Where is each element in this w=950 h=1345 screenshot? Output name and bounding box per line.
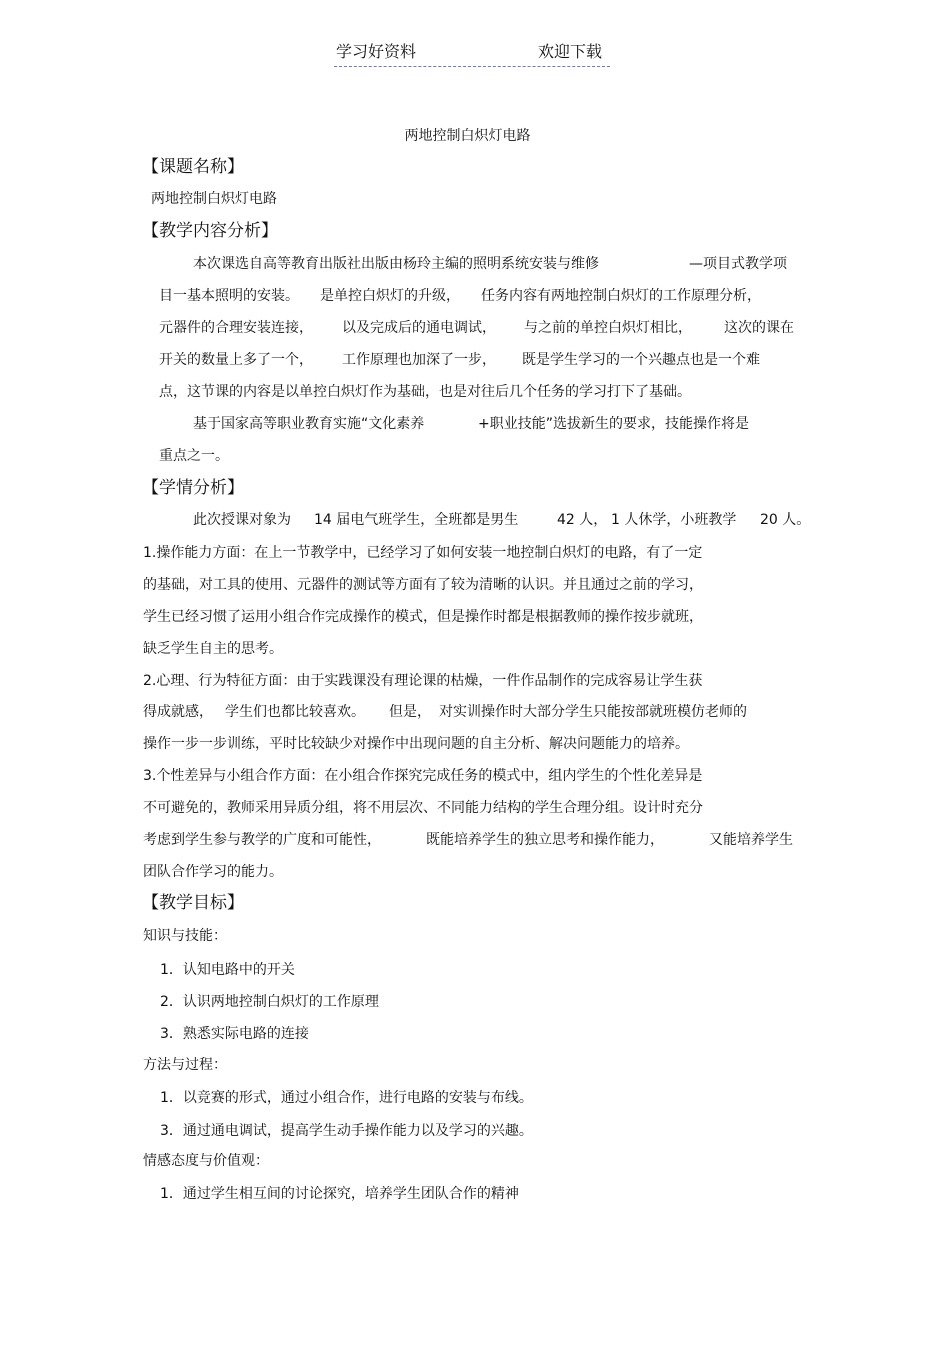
section-heading-objectives: 【教学目标】 — [142, 893, 244, 913]
list-item: 2．认识两地控制白炽灯的工作原理 — [160, 994, 379, 1010]
text-segment: 这次的课在 — [724, 320, 794, 336]
text-segment: 20 人。 — [760, 512, 811, 528]
objective-label-knowledge: 知识与技能： — [143, 928, 227, 944]
paragraph-line — [0, 286, 950, 306]
paragraph-line: 缺乏学生自主的思考。 — [143, 641, 283, 657]
text-segment: 学生们也都比较喜欢。 — [225, 704, 365, 720]
paragraph-line: 点，这节课的内容是以单控白炽灯作为基础，也是对往后几个任务的学习打下了基础。 — [159, 384, 691, 400]
section-heading-course-name: 【课题名称】 — [142, 157, 244, 177]
document-title: 两地控制白炽灯电路 — [404, 128, 531, 144]
text-segment: 对实训操作时大部分学生只能按部就班模仿老师的 — [439, 704, 747, 720]
paragraph-line: 学生已经习惯了运用小组合作完成操作的模式，但是操作时都是根据教师的操作按步就班， — [143, 609, 703, 625]
text-segment: 既是学生学习的一个兴趣点也是一个难 — [522, 352, 760, 368]
text-segment: 得成就感， — [143, 704, 213, 720]
text-segment: 开关的数量上多了一个， — [159, 352, 313, 368]
page-header — [334, 40, 610, 67]
text-segment: 任务内容有两地控制白炽灯的工作原理分析， — [481, 288, 761, 304]
list-item: 3．熟悉实际电路的连接 — [160, 1026, 309, 1042]
paragraph-line: 操作一步一步训练，平时比较缺少对操作中出现问题的自主分析、解决问题能力的培养。 — [143, 736, 689, 752]
section-heading-learner-analysis: 【学情分析】 — [142, 478, 244, 498]
text-segment: 1 人休学，小班教学 — [611, 512, 737, 528]
paragraph-line — [0, 254, 950, 274]
paragraph-line: 1.操作能力方面：在上一节教学中，已经学习了如何安装一地控制白炽灯的电路，有了一定 — [143, 545, 703, 561]
paragraph-line — [0, 830, 950, 850]
paragraph-line: 2.心理、行为特征方面：由于实践课没有理论课的枯燥，一件作品制作的完成容易让学生获 — [143, 673, 703, 689]
text-segment: 42 人， — [557, 512, 608, 528]
list-item: 3．通过通电调试，提高学生动手操作能力以及学习的兴趣。 — [160, 1123, 533, 1139]
text-segment: 以及完成后的通电调试， — [342, 320, 496, 336]
course-name-text: 两地控制白炽灯电路 — [151, 191, 277, 207]
header-left-text: 学习好资料 — [336, 42, 417, 61]
list-item: 1．通过学生相互间的讨论探究，培养学生团队合作的精神 — [160, 1186, 519, 1202]
paragraph-line — [0, 318, 950, 338]
paragraph-line: 的基础，对工具的使用、元器件的测试等方面有了较为清晰的认识。并且通过之前的学习， — [143, 577, 703, 593]
paragraph-line: 重点之一。 — [159, 448, 229, 464]
text-segment: 基于国家高等职业教育实施“文化素养 — [193, 416, 425, 432]
paragraph-line — [0, 510, 950, 530]
list-item: 1．认知电路中的开关 — [160, 962, 295, 978]
paragraph-line — [0, 350, 950, 370]
text-segment: 考虑到学生参与教学的广度和可能性， — [143, 832, 381, 848]
text-segment: 既能培养学生的独立思考和操作能力， — [426, 832, 664, 848]
text-segment: 此次授课对象为 — [193, 512, 291, 528]
objective-label-method: 方法与过程： — [143, 1057, 227, 1073]
paragraph-line — [0, 702, 950, 722]
text-segment: 是单控白炽灯的升级， — [320, 288, 460, 304]
paragraph-line — [0, 414, 950, 434]
text-segment: 元器件的合理安装连接， — [159, 320, 313, 336]
section-heading-content-analysis: 【教学内容分析】 — [142, 221, 278, 241]
text-segment: 与之前的单控白炽灯相比， — [524, 320, 692, 336]
header-right-text: 欢迎下载 — [538, 42, 603, 61]
text-segment: 又能培养学生 — [709, 832, 793, 848]
list-item: 1．以竞赛的形式，通过小组合作，进行电路的安装与布线。 — [160, 1090, 533, 1106]
text-segment: —项目式教学项 — [689, 256, 787, 272]
text-segment: 14 届电气班学生，全班都是男生 — [314, 512, 519, 528]
objective-label-attitude: 情感态度与价值观： — [143, 1153, 269, 1169]
text-segment: 本次课选自高等教育出版社出版由杨玲主编的照明系统安装与维修 — [193, 256, 599, 272]
paragraph-line: 3.个性差异与小组合作方面：在小组合作探究完成任务的模式中，组内学生的个性化差异是 — [143, 768, 703, 784]
text-segment: 但是， — [389, 704, 431, 720]
paragraph-line: 不可避免的，教师采用异质分组，将不用层次、不同能力结构的学生合理分组。设计时充分 — [143, 800, 703, 816]
paragraph-line: 团队合作学习的能力。 — [143, 864, 283, 880]
text-segment: 目一基本照明的安装。 — [159, 288, 299, 304]
text-segment: +职业技能”选拔新生的要求，技能操作将是 — [478, 416, 749, 432]
text-segment: 工作原理也加深了一步， — [342, 352, 496, 368]
